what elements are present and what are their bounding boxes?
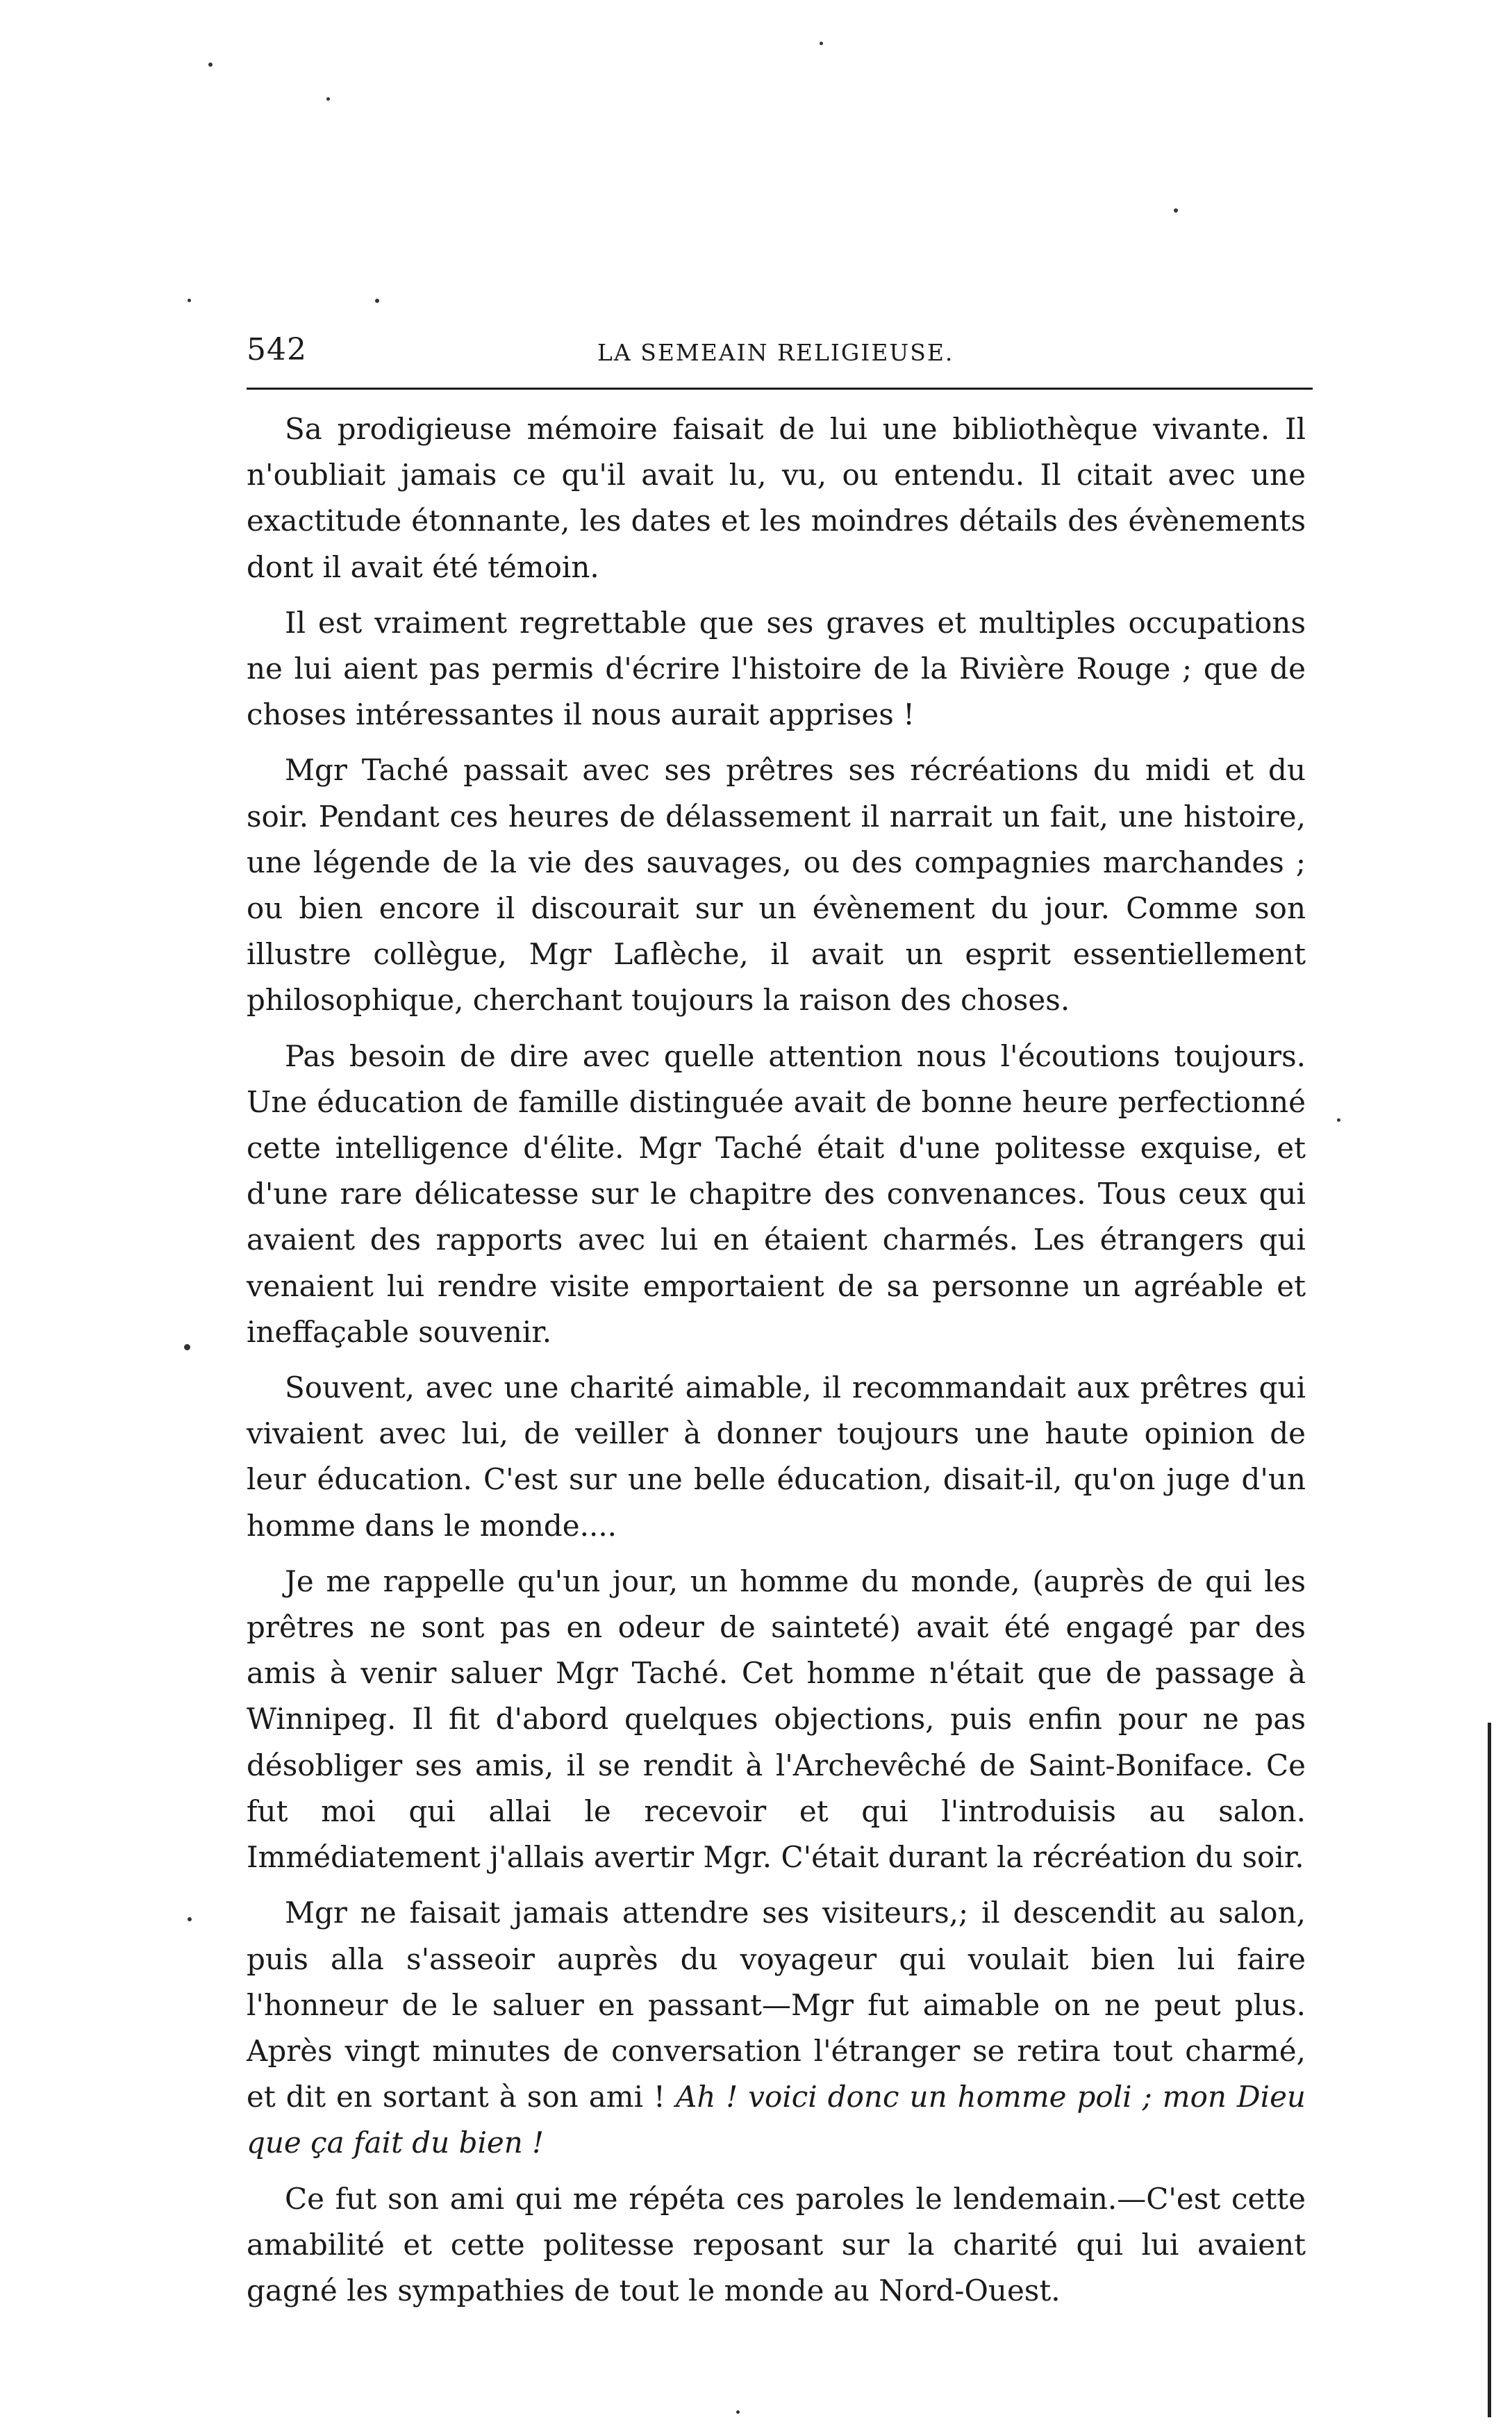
scan-edge-line bbox=[1488, 1723, 1491, 2417]
scan-speck bbox=[188, 1917, 192, 1921]
scan-speck bbox=[188, 299, 191, 302]
paragraph-1: Sa prodigieuse mémoire faisait de lui une bibliothèque vivante. Il n'oubliait jamais ce qu'il avait lu, vu, ou entendu. Il citait avec une exactitude étonnante, les dates et les moindres détails des évènements dont il avait été témoin. bbox=[247, 412, 1306, 584]
paragraph-2: Il est vraiment regrettable que ses graves et multiples occupations ne lui aient pas permis d'écrire l'histoire de la Rivière Rouge ; que de choses intéressantes il nous aurait apprises ! bbox=[247, 605, 1306, 732]
paragraph-4: Pas besoin de dire avec quelle attention nous l'écoutions toujours. Une éducation de famille distinguée avait de bonne heure perfectionné cette intelligence d'élite. Mgr Taché était d'une politesse exquise, et d'une rare délicatesse sur le chapitre des convenances. Tous ceux qui avaient des rapports avec lui en étaient charmés. Les étrangers qui venaient lui rendre visite emportaient de sa personne un agréable et ineffaçable souvenir. bbox=[247, 1038, 1306, 1349]
paragraph-7 bbox=[247, 1890, 1306, 2166]
header-rule bbox=[247, 388, 1313, 390]
scan-speck bbox=[208, 63, 213, 67]
scan-speck bbox=[736, 2410, 740, 2414]
paragraph-3: Mgr Taché passait avec ses prêtres ses récréations du midi et du soir. Pendant ces heures de délassement il narrait un fait, une histoire, une légende de la vie des sauvages, ou des compagnies marchandes ; ou bien encore il discourait sur un évènement du jour. Comme son illustre collègue, Mgr Laflèche, il avait un esprit essentiellement philosophique, cherchant toujours la raison des choses. bbox=[247, 753, 1306, 1018]
paragraph-7-italic-quote: Ah ! voici donc un homme poli ; mon Dieu que ça fait du bien ! bbox=[247, 2080, 1306, 2160]
scan-speck bbox=[1174, 208, 1178, 213]
paragraph-7-text: Mgr ne faisait jamais attendre ses visiteurs,; il descendit au salon, puis alla s'asseoir auprès du voyageur qui voulait bien lui faire l'honneur de le saluer en passant—Mgr fut aimable on ne peut plus. Après vingt minutes de conversation l'étranger se retira tout charmé, et dit en sortant à son ami ! bbox=[247, 1896, 1306, 2114]
page-number: 542 bbox=[247, 332, 307, 367]
scan-speck bbox=[184, 1344, 190, 1350]
paragraph-6: Je me rappelle qu'un jour, un homme du monde, (auprès de qui les prêtres ne sont pas en odeur de sainteté) avait été engagé par des amis à venir saluer Mgr Taché. Cet homme n'était que de passage à Winnipeg. Il fit d'abord quelques objections, puis enfin pour ne pas désobliger ses amis, il se rendit à l'Archevêché de Saint-Boniface. Ce fut moi qui allai le recevoir et qui l'introduisis au salon. Immédiatement j'allais avertir Mgr. C'était durant la récréation du soir. bbox=[247, 1564, 1306, 1875]
paragraph-8: Ce fut son ami qui me répéta ces paroles le lendemain.—C'est cette amabilité et cette politesse reposant sur la charité qui lui avaient gagné les sympathies de tout le monde au Nord-Ouest. bbox=[247, 2181, 1306, 2308]
scan-speck bbox=[1337, 1118, 1340, 1122]
scan-speck bbox=[820, 42, 823, 45]
body-text bbox=[247, 406, 1306, 2314]
paragraph-5: Souvent, avec une charité aimable, il recommandait aux prêtres qui vivaient avec lui, de veiller à donner toujours une haute opinion de leur éducation. C'est sur une belle éducation, disait-il, qu'on juge d'un homme dans le monde.... bbox=[247, 1370, 1306, 1543]
scan-speck bbox=[326, 97, 330, 101]
page-header bbox=[247, 332, 1313, 374]
scan-speck bbox=[375, 299, 379, 303]
running-head: LA SEMEAIN RELIGIEUSE. bbox=[597, 339, 954, 366]
